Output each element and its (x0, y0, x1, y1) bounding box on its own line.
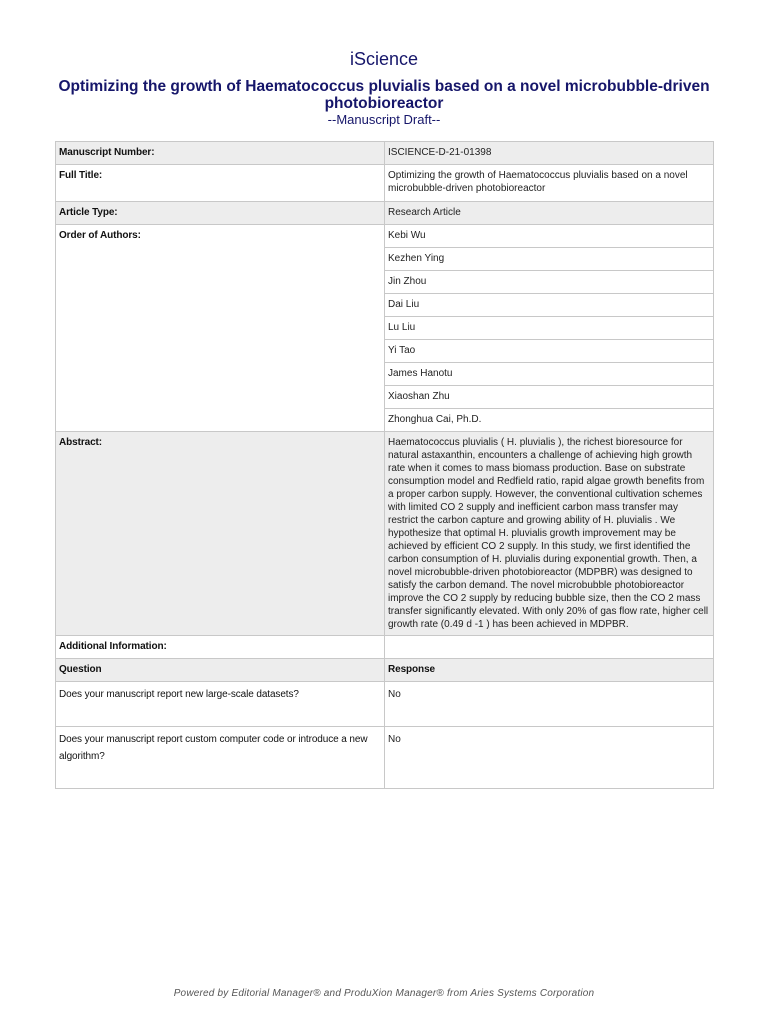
row-additional-information (56, 636, 714, 659)
row-question (56, 727, 714, 789)
author-name: Dai Liu (385, 294, 714, 317)
author-name: Xiaoshan Zhu (385, 386, 714, 409)
author-name: James Hanotu (385, 363, 714, 386)
page-footer: Powered by Editorial Manager® and ProduXion Manager® from Aries Systems Corporation (173, 988, 595, 999)
manuscript-number-label: Manuscript Number: (56, 142, 385, 165)
additional-information-label: Additional Information: (56, 636, 385, 659)
question-text: Does your manuscript report custom computer code or introduce a new algorithm? (56, 727, 385, 789)
manuscript-title: Optimizing the growth of Haematococcus pluvialis based on a novel microbubble-driven photobioreactor (58, 78, 710, 112)
article-type-label: Article Type: (56, 202, 385, 225)
author-name: Lu Liu (385, 317, 714, 340)
row-questions-header (56, 659, 714, 682)
row-manuscript-number (56, 142, 714, 165)
abstract-label: Abstract: (56, 432, 385, 636)
author-name: Kezhen Ying (385, 248, 714, 271)
response-column-header: Response (385, 659, 714, 682)
manuscript-details-table (55, 141, 714, 789)
response-value: No (385, 727, 714, 789)
full-title-label: Full Title: (56, 165, 385, 202)
article-type-value: Research Article (385, 202, 714, 225)
row-question (56, 682, 714, 727)
question-column-header: Question (56, 659, 385, 682)
row-author (56, 225, 714, 248)
draft-label: --Manuscript Draft-- (327, 112, 441, 127)
row-article-type (56, 202, 714, 225)
author-name: Zhonghua Cai, Ph.D. (385, 409, 714, 432)
response-value: No (385, 682, 714, 727)
journal-name: iScience (349, 49, 419, 69)
author-name: Yi Tao (385, 340, 714, 363)
full-title-value: Optimizing the growth of Haematococcus pluvialis based on a novel microbubble-driven photobioreactor (385, 165, 714, 202)
question-text: Does your manuscript report new large-scale datasets? (56, 682, 385, 727)
row-abstract (56, 432, 714, 636)
manuscript-number-value: ISCIENCE-D-21-01398 (385, 142, 714, 165)
additional-information-value (385, 636, 714, 659)
author-name: Kebi Wu (385, 225, 714, 248)
order-of-authors-label: Order of Authors: (56, 225, 385, 432)
author-name: Jin Zhou (385, 271, 714, 294)
abstract-text: Haematococcus pluvialis ( H. pluvialis ), the richest bioresource for natural astaxanthin, encounters a challenge of achieving high growth rate when it comes to mass biomass production. Base on substrate consumption model and Redfield ratio, rapid algae growth benefits from a proper carbon supply. However, the conventional cultivation schemes with limited CO 2 supply and inefficient carbon mass transfer may restrict the carbon capture and growing ability of H. pluvialis . We hypothesize that optimal H. pluvialis growth improvement may be achieved by efficient CO 2 supply. In this study, we first identified the carbon consumption of H. pluvialis during exponential growth. Then, a novel microbubble-driven photobioreactor (MDPBR) was designed to satisfy the carbon demand. The novel microbubble photobioreactor improve the CO 2 supply by reducing bubble size, then the CO 2 mass transfer significantly elevated. With only 20% of gas flow rate, higher cell growth rate (0.49 d -1 ) has been achieved in MDPBR. (385, 432, 714, 636)
row-full-title (56, 165, 714, 202)
